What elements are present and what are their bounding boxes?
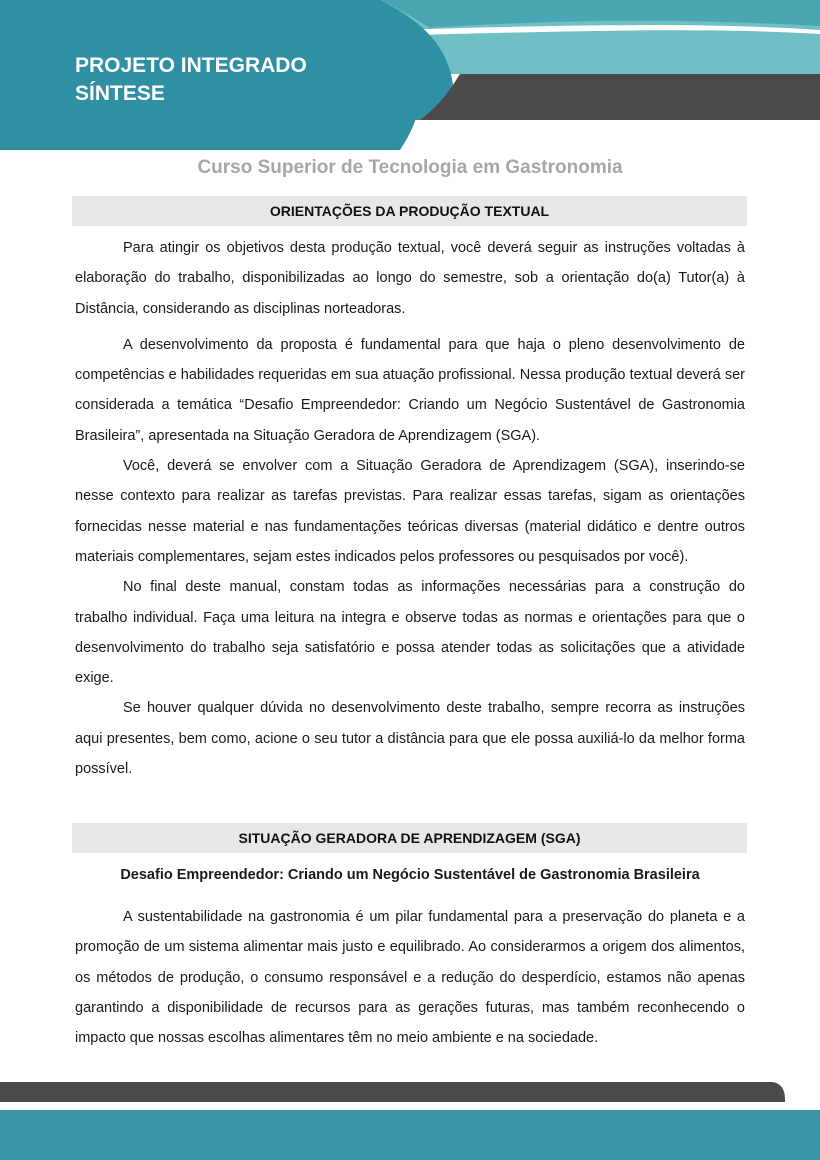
course-title: Curso Superior de Tecnologia em Gastronomia [197,157,623,178]
paragraph: A desenvolvimento da proposta é fundamental para que haja o pleno desenvolvimento de competências e habilidades requeridas em sua atuação profissional. Nessa produção textual deverá ser considerada a temática “Desafio Empreendedor: Criando um Negócio Sustentável de Gastronomia Brasileira”, apresentada na Situação Geradora de Aprendizagem (SGA). [75,336,745,444]
section-body-sga [75,902,745,1053]
sga-subtitle: Desafio Empreendedor: Criando um Negócio Sustentável de Gastronomia Brasileira [120,867,700,883]
paragraph: Se houver qualquer dúvida no desenvolvimento deste trabalho, sempre recorra as instruções aqui presentes, bem como, acione o seu tutor a distância para que ele possa auxiliá-lo da melhor forma possível. [75,700,745,778]
header-title-line1: PROJETO INTEGRADO [75,54,307,77]
paragraph: Para atingir os objetivos desta produção textual, você deverá seguir as instruções voltadas à elaboração do trabalho, disponibilizadas ao longo do semestre, sob a orientação do(a) Tutor(a) à Distância, considerando as disciplinas norteadoras. [75,240,745,317]
section-heading-orientacoes: ORIENTAÇÕES DA PRODUÇÃO TEXTUAL [72,196,747,226]
paragraph: No final deste manual, constam todas as informações necessárias para a construção do trabalho individual. Faça uma leitura na integra e observe todas as normas e orientações para que o desenvolvimento do trabalho seja satisfatório e possa atender todas as solicitações que a atividade exige. [75,579,745,687]
paragraph: Você, deverá se envolver com a Situação Geradora de Aprendizagem (SGA), inserindo-se nesse contexto para realizar as tarefas previstas. Para realizar essas tarefas, sigam as orientações fornecidas nesse material e nas fundamentações teóricas diversas (material didático e dentre outros materiais complementares, sejam estes indicados pelos professores ou pesquisados por você). [75,458,745,565]
section-body-orientacoes [75,233,745,784]
section-heading-sga: SITUAÇÃO GERADORA DE APRENDIZAGEM (SGA) [72,823,747,853]
paragraph: A sustentabilidade na gastronomia é um pilar fundamental para a preservação do planeta e a promoção de um sistema alimentar mais justo e equilibrado. Ao considerarmos a origem dos alimentos, os métodos de produção, o consumo responsável e a redução do desperdício, estamos não apenas garantindo a disponibilidade de recursos para as gerações futuras, mas também reconhecendo o impacto que nossas escolhas alimentares têm no meio ambiente e na sociedade. [75,909,745,1047]
header-title [75,52,307,108]
header-title-line2: SÍNTESE [75,82,165,105]
footer-banner [0,1080,820,1160]
